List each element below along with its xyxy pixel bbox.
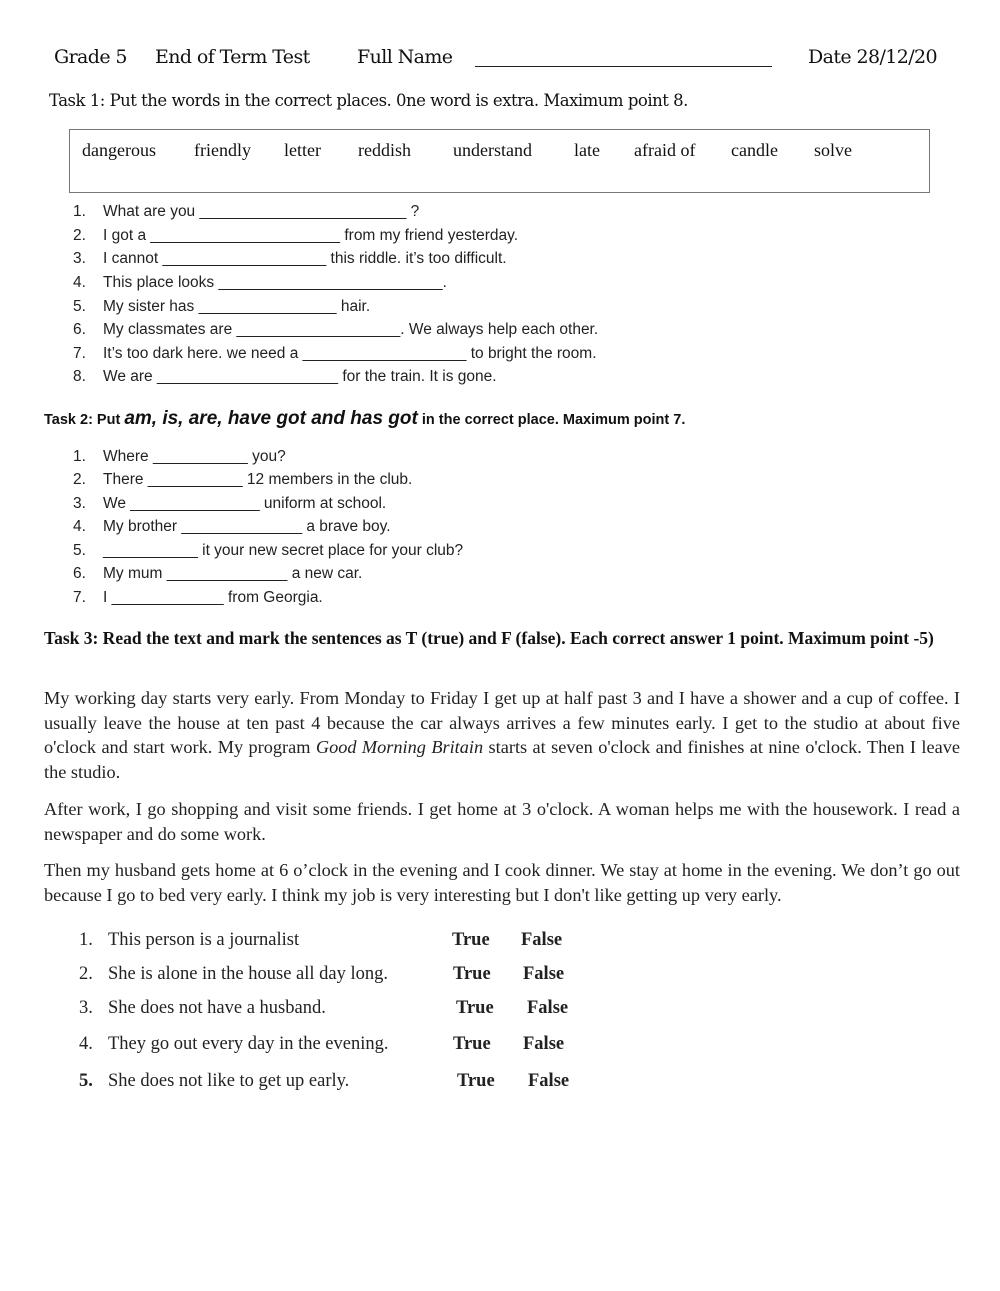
test-name: End of Term Test	[155, 46, 310, 68]
word-bank-item: letter	[284, 140, 321, 160]
false-option[interactable]: False	[523, 1034, 565, 1054]
tf-statement: 5. She does not like to get up early. True False	[79, 1071, 570, 1091]
word-bank-item: understand	[453, 140, 532, 160]
task1-title: Task 1: Put the words in the correct places. 0ne word is extra. Maximum point 8.	[49, 91, 688, 110]
true-option[interactable]: True	[453, 1034, 491, 1054]
word-bank-item: afraid of	[634, 140, 696, 160]
true-option[interactable]: True	[453, 964, 491, 984]
date-label: Date 28/12/20	[808, 46, 938, 68]
word-bank-box	[69, 129, 930, 193]
reading-paragraph: My working day starts very early. From Monday to Friday I get up at half past 3 and I have a shower and a cup of coffee. I usually leave the house at ten past 4 because the car always arrives a few minutes early. I get to the studio at about five o'clock and start work. My program Good Morning Britain starts at seven o'clock and finishes at nine o'clock. Then I leave the studio.	[44, 688, 960, 782]
task2-title: Task 2: Put am, is, are, have got and has got in the correct place. Maximum point 7.	[44, 408, 686, 429]
full-name-label: Full Name	[357, 46, 453, 68]
word-bank-item: solve	[814, 140, 852, 160]
word-bank-item: reddish	[358, 140, 411, 160]
word-bank-item: candle	[731, 140, 778, 160]
task3-title: Task 3: Read the text and mark the sentences as T (true) and F (false). Each correct answer 1 point. Maximum point -5)	[44, 628, 934, 648]
tf-statement: 1. This person is a journalist True False	[79, 930, 563, 950]
reading-paragraph: Then my husband gets home at 6 o’clock in the evening and I cook dinner. We stay at home in the evening. We don’t go out because I go to bed very early. I think my job is very interesting but I don't like getting up very early.	[44, 860, 960, 905]
true-option[interactable]: True	[456, 998, 494, 1018]
true-option[interactable]: True	[452, 930, 490, 950]
true-option[interactable]: True	[457, 1071, 495, 1091]
word-bank-item: friendly	[194, 140, 251, 160]
word-bank-item: dangerous	[82, 140, 156, 160]
tf-statement: 3. She does not have a husband. True False	[79, 998, 569, 1018]
false-option[interactable]: False	[521, 930, 563, 950]
task2-title-emphasis: am, is, are, have got and has got	[124, 408, 418, 429]
program-title: Good Morning Britain	[315, 737, 484, 758]
false-option[interactable]: False	[528, 1071, 570, 1091]
false-option[interactable]: False	[523, 964, 565, 984]
tf-statement: 4. They go out every day in the evening. True False	[79, 1034, 565, 1054]
reading-paragraph: After work, I go shopping and visit some friends. I get home at 3 o'clock. A woman helps me with the housework. I read a newspaper and do some work.	[44, 799, 960, 844]
false-option[interactable]: False	[527, 998, 569, 1018]
grade-label: Grade 5	[54, 46, 127, 68]
tf-statement: 2. She is alone in the house all day long. True False	[79, 964, 565, 984]
full-name-field[interactable]	[475, 48, 772, 67]
word-bank-item: late	[574, 140, 600, 160]
